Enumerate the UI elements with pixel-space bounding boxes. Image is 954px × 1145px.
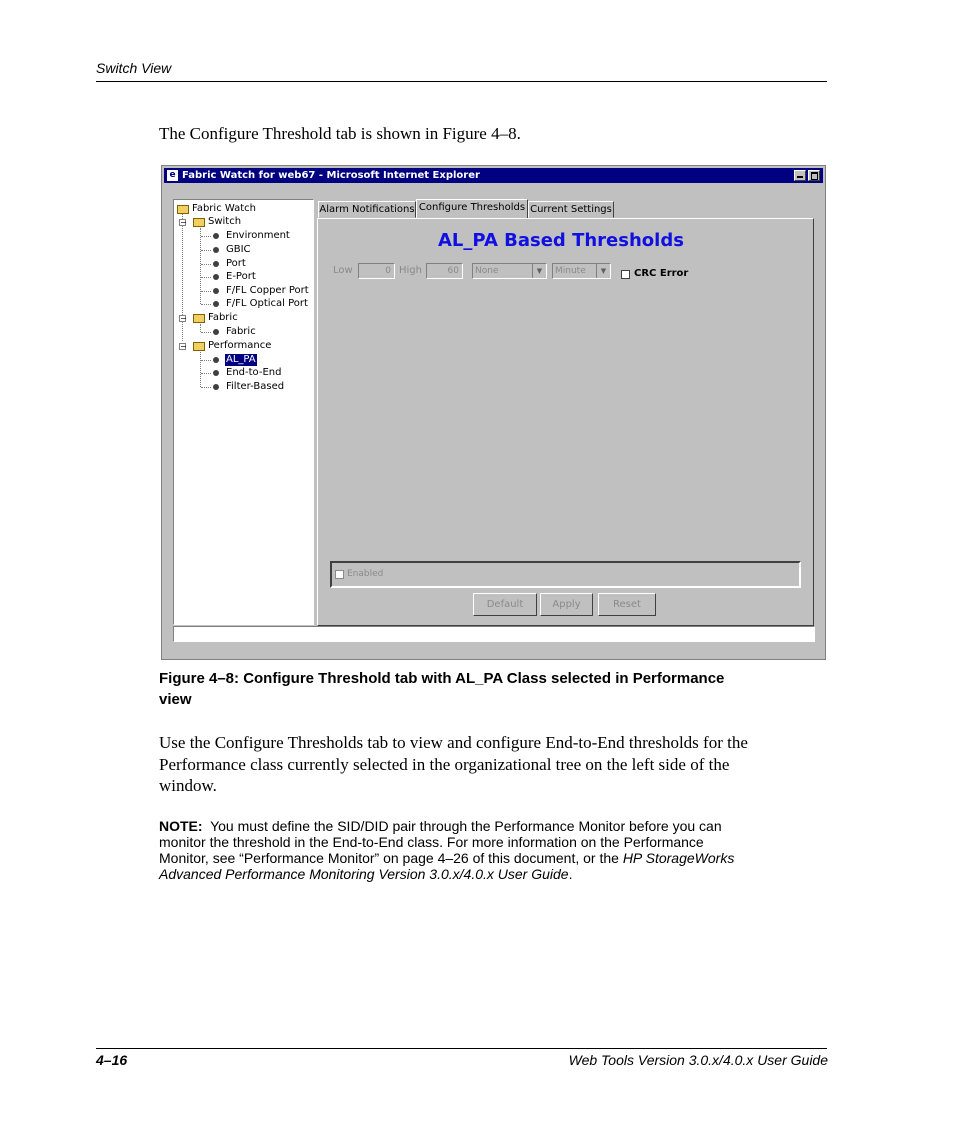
tree-item-filter-based[interactable]: Filter-Based xyxy=(226,381,285,392)
tree-line xyxy=(201,264,211,265)
minimize-button[interactable] xyxy=(794,170,806,181)
footer-title: Web Tools Version 3.0.x/4.0.x User Guide xyxy=(568,1052,828,1068)
note-line xyxy=(159,818,722,834)
enabled-group xyxy=(330,561,801,588)
tree-item-gbic[interactable]: GBIC xyxy=(226,244,251,255)
status-bar xyxy=(173,626,815,642)
enabled-checkbox[interactable] xyxy=(335,570,344,579)
tree-node-switch[interactable]: Switch xyxy=(208,216,242,227)
page-number: 4–16 xyxy=(96,1052,128,1068)
crc-error-checkbox[interactable] xyxy=(621,270,630,279)
tree-root[interactable]: Fabric Watch xyxy=(192,203,257,214)
tree-line xyxy=(201,387,211,388)
item-bullet-icon xyxy=(213,357,219,363)
time-select[interactable] xyxy=(552,263,611,279)
reset-button[interactable]: Reset xyxy=(598,593,656,616)
enabled-label: Enabled xyxy=(347,569,384,579)
high-input[interactable]: 60 xyxy=(426,263,463,279)
tree-line xyxy=(201,373,211,374)
chevron-down-icon: ▼ xyxy=(596,264,610,278)
tree-item-copper-port[interactable]: F/FL Copper Port xyxy=(226,285,309,296)
note-line: monitor the threshold in the End-to-End class. For more information on the Performance xyxy=(159,834,704,850)
body-paragraph-line: Performance class currently selected in the organizational tree on the left side of the xyxy=(159,755,730,774)
tree-line xyxy=(201,236,211,237)
tree-item-end-to-end[interactable]: End-to-End xyxy=(226,367,282,378)
tab-configure-thresholds[interactable]: Configure Thresholds xyxy=(416,199,528,219)
tab-current-settings[interactable]: Current Settings xyxy=(528,201,614,218)
apply-button[interactable]: Apply xyxy=(540,593,593,616)
tree-item-optical-port[interactable]: F/FL Optical Port xyxy=(226,298,308,309)
note-text: You must define the SID/DID pair through the Performance Monitor before you can xyxy=(210,818,722,834)
note-line xyxy=(159,866,572,882)
item-bullet-icon xyxy=(213,288,219,294)
maximize-button[interactable] xyxy=(808,170,820,181)
tree-line xyxy=(201,332,211,333)
collapse-icon[interactable]: − xyxy=(180,218,187,227)
low-label: Low xyxy=(333,265,353,276)
collapse-icon[interactable]: − xyxy=(180,314,187,323)
note-text: . xyxy=(568,866,573,882)
note-reference: Advanced Performance Monitoring Version 3.0.x/4.0.x User Guide xyxy=(159,866,569,882)
note-reference: HP StorageWorks xyxy=(622,850,735,866)
tree-line xyxy=(201,250,211,251)
tree-line xyxy=(201,291,211,292)
ie-icon: e xyxy=(167,170,178,181)
window-title: Fabric Watch for web67 - Microsoft Internet Explorer xyxy=(182,170,480,181)
tree-item-port[interactable]: Port xyxy=(226,258,246,269)
tree-line xyxy=(201,277,211,278)
tree-line xyxy=(200,324,201,332)
unit-select-value: None xyxy=(475,266,499,276)
intro-text: The Configure Threshold tab is shown in Figure 4–8. xyxy=(159,124,521,143)
tree-line xyxy=(201,360,211,361)
figure-caption: Figure 4–8: Configure Threshold tab with AL_PA Class selected in Performance xyxy=(159,670,725,687)
item-bullet-icon xyxy=(213,384,219,390)
tree-line xyxy=(200,352,201,387)
item-bullet-icon xyxy=(213,370,219,376)
time-select-value: Minute xyxy=(555,266,586,276)
folder-icon xyxy=(193,342,205,351)
panel-heading: AL_PA Based Thresholds xyxy=(438,230,684,251)
tree-item-e-port[interactable]: E-Port xyxy=(226,271,256,282)
default-button[interactable]: Default xyxy=(473,593,537,616)
low-input[interactable]: 0 xyxy=(358,263,395,279)
tree-line xyxy=(200,228,201,304)
crc-error-label: CRC Error xyxy=(634,268,689,279)
note-line xyxy=(159,850,734,866)
high-label: High xyxy=(399,265,422,276)
figure-caption-cont: view xyxy=(159,691,192,708)
item-bullet-icon xyxy=(213,247,219,253)
tree-panel xyxy=(173,199,314,625)
chevron-down-icon: ▼ xyxy=(532,264,546,278)
collapse-icon[interactable]: − xyxy=(180,342,187,351)
running-header: Switch View xyxy=(96,60,172,76)
tree-line xyxy=(201,304,211,305)
folder-icon xyxy=(193,314,205,323)
title-bar xyxy=(164,168,823,183)
tree-item-fabric[interactable]: Fabric xyxy=(226,326,256,337)
tree-node-fabric[interactable]: Fabric xyxy=(208,312,238,323)
tree-node-performance[interactable]: Performance xyxy=(208,340,272,351)
footer-rule xyxy=(96,1048,827,1049)
item-bullet-icon xyxy=(213,274,219,280)
tab-alarm-notifications[interactable]: Alarm Notifications xyxy=(318,201,416,218)
body-paragraph-line: Use the Configure Thresholds tab to view and configure End-to-End thresholds for the xyxy=(159,733,748,752)
browser-window xyxy=(161,165,826,660)
folder-icon xyxy=(193,218,205,227)
note-label: NOTE: xyxy=(159,818,203,834)
note-text: Monitor, see “Performance Monitor” on page 4–26 of this document, or the xyxy=(159,850,623,866)
tree-item-al-pa[interactable]: AL_PA xyxy=(226,354,256,365)
item-bullet-icon xyxy=(213,301,219,307)
item-bullet-icon xyxy=(213,233,219,239)
tree-item-environment[interactable]: Environment xyxy=(226,230,290,241)
unit-select[interactable] xyxy=(472,263,547,279)
body-paragraph-line: window. xyxy=(159,776,217,795)
header-rule xyxy=(96,81,827,82)
item-bullet-icon xyxy=(213,329,219,335)
folder-icon xyxy=(177,205,189,214)
item-bullet-icon xyxy=(213,261,219,267)
